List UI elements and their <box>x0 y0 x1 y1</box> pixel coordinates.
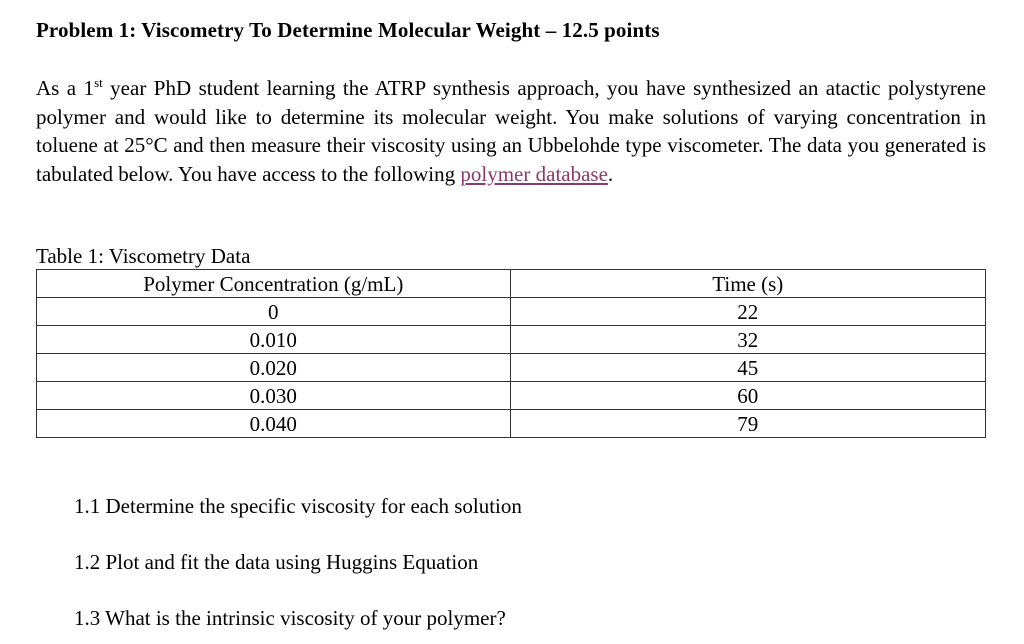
question-1-1: 1.1 Determine the specific viscosity for each solution <box>74 494 522 518</box>
cell-time: 79 <box>510 410 985 438</box>
polymer-database-link[interactable]: polymer database <box>460 161 608 186</box>
intro-text-body: year PhD student learning the ATRP synthesis approach, you have synthesized an atactic polystyrene polymer and would like to determine its molecular weight. You make solutions of varying concentration in toluene at 25°C and then measure their viscosity using an Ubbelohde type viscometer. The data you generated is tabulated below. You have access to the following <box>36 76 986 186</box>
cell-concentration: 0.010 <box>37 326 511 354</box>
cell-time: 60 <box>510 382 985 410</box>
viscometry-table <box>36 269 986 438</box>
cell-time: 22 <box>510 298 985 326</box>
table-row <box>37 354 986 382</box>
header-time: Time (s) <box>510 270 985 298</box>
problem-title: Problem 1: Viscometry To Determine Molecular Weight – 12.5 points <box>36 18 660 42</box>
intro-text-end: . <box>607 161 614 186</box>
cell-concentration: 0.030 <box>37 382 511 410</box>
header-concentration: Polymer Concentration (g/mL) <box>37 270 511 298</box>
question-1-3: 1.3 What is the intrinsic viscosity of your polymer? <box>74 606 506 630</box>
cell-concentration: 0.040 <box>37 410 511 438</box>
question-1-2: 1.2 Plot and fit the data using Huggins Equation <box>74 550 479 574</box>
table-row <box>37 382 986 410</box>
intro-paragraph <box>36 74 986 188</box>
table-header-row <box>37 270 986 298</box>
cell-time: 32 <box>510 326 985 354</box>
ordinal-superscript: st <box>94 75 103 90</box>
cell-time: 45 <box>510 354 985 382</box>
table-row <box>37 298 986 326</box>
cell-concentration: 0 <box>37 298 511 326</box>
table-row <box>37 410 986 438</box>
table-row <box>37 326 986 354</box>
table-caption: Table 1: Viscometry Data <box>36 244 251 268</box>
intro-text-start: As a 1 <box>36 76 95 100</box>
cell-concentration: 0.020 <box>37 354 511 382</box>
